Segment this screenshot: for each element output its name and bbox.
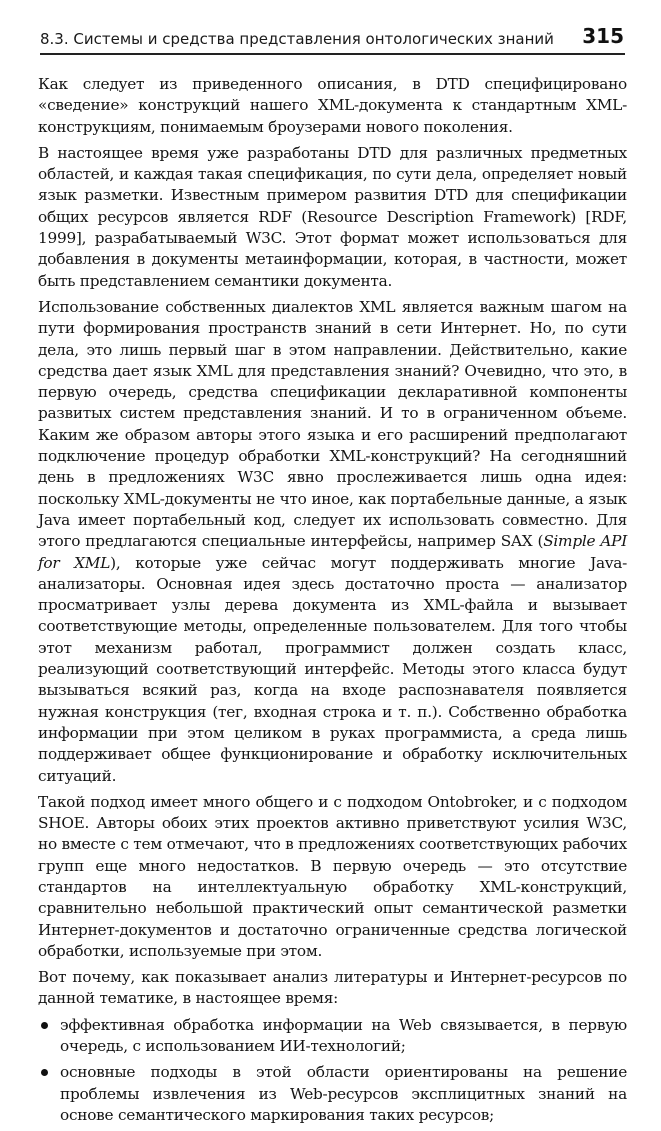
page-body xyxy=(38,74,627,1131)
paragraph-text: ), которые уже сейчас могут поддерживать многие Java-анализаторы. Основная идея здесь достаточно проста — анализатор просматривает узлы дерева документа из XML-файла и вызывает соответствующие методы, определенные пользователем. Для того чтобы этот механизм работал, программист должен создать класс, реализующий соответствующий интерфейс. Методы этого класса будут вызываться всякий раз, когда на входе распознавателя появляется нужная конструкция (тег, входная строка и т. п.). Собственно обработка информации при этом целиком в руках программиста, а среда лишь поддерживает общее функционирование и обработку исключительных ситуаций. xyxy=(38,553,628,785)
running-header xyxy=(40,24,625,55)
page-number: 315 xyxy=(582,24,624,48)
list-item-text: эффективная обработка информации на Web связывается, в первую очередь, с использованием ИИ-технологий; xyxy=(60,1015,627,1056)
paragraph: В настоящее время уже разработаны DTD для различных предметных областей, и каждая такая спецификация, по сути дела, определяет новый язык разметки. Известным примером развития DTD для спецификации общих ресурсов является RDF (Resource Description Framework) [RDF, 1999], разрабатываемый W3C. Этот формат может использоваться для добавления в документы метаинформации, которая, в частности, может быть представлением семантики документа. xyxy=(38,143,627,290)
list-item-text: основные подходы в этой области ориентированы на решение проблемы извлечения из Web-ресурсов эксплицитных знаний на основе семантического маркирования таких ресурсов; xyxy=(60,1063,627,1124)
paragraph xyxy=(38,297,627,787)
paragraph: Такой подход имеет много общего и с подходом Ontobroker, и с подходом SHOE. Авторы обоих этих проектов активно приветствуют усилия W3C, но вместе с тем отмечают, что в предложениях соответствующих рабочих групп еще много недостатков. В первую очередь — это отсутствие стандартов на интеллектуальную обработку XML-конструкций, сравнительно небольшой практический опыт семантической разметки Интернет-документов и достаточно ограниченные средства логической обработки, используемые при этом. xyxy=(38,792,627,960)
paragraph: Как следует из приведенного описания, в DTD специфицировано «сведение» конструкций нашего XML-документа к стандартным XML-конструкциям, понимаемым броузерами нового поколения. xyxy=(38,75,627,136)
bullet-icon xyxy=(41,1022,48,1029)
bullet-list xyxy=(38,1015,627,1126)
section-title: 8.3. Системы и средства представления онтологических знаний xyxy=(40,30,554,48)
paragraph-text: Использование собственных диалектов XML является важным шагом на пути формирования пространств знаний в сети Интернет. Но, по сути дела, это лишь первый шаг в этом направлении. Действительно, какие средства дает язык XML для представления знаний? Очевидно, что это, в первую очередь, средства спецификации декларативной компоненты развитых систем представления знаний. И то в ограниченном объеме. Каким же образом авторы этого языка и его расширений предполагают подключение процедур обработки XML-конструкций? На сегодняшний день в предложениях W3C явно прослеживается лишь одна идея: поскольку XML-документы не что иное, как портабельные данные, а язык Java имеет портабельный код, следует их использовать совместно. Для этого предлагаются специальные интерфейсы, например SAX ( xyxy=(38,297,627,551)
emphasis-text: Simple API for XML xyxy=(38,532,628,572)
list-item xyxy=(38,1062,627,1126)
paragraph: Вот почему, как показывает анализ литературы и Интернет-ресурсов по данной тематике, в настоящее время: xyxy=(38,968,627,1008)
bullet-icon xyxy=(41,1069,48,1076)
list-item xyxy=(38,1015,627,1058)
